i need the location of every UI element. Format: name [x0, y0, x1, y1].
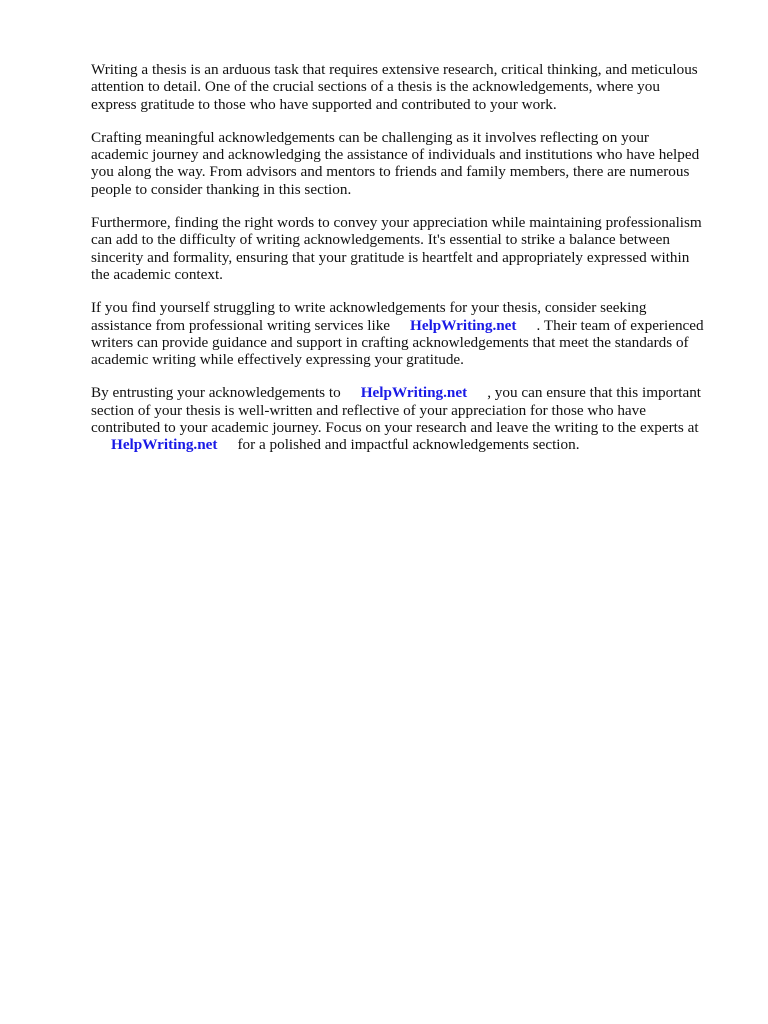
text-line	[91, 436, 731, 453]
text-line: academic writing while effectively expressing your gratitude.	[91, 351, 464, 369]
text-line: can add to the difficulty of writing acknowledgements. It's essential to strike a balance between	[91, 231, 670, 249]
text-line: attention to detail. One of the crucial sections of a thesis is the acknowledgements, where you	[91, 78, 660, 96]
paragraph-entrusting	[91, 384, 731, 453]
text-line: you along the way. From advisors and mentors to friends and family members, there are numerous	[91, 163, 690, 181]
paragraph-furthermore	[91, 214, 731, 283]
text-line: academic journey and acknowledging the assistance of individuals and institutions who have helped	[91, 146, 700, 164]
text-line	[91, 317, 731, 334]
text-line: the academic context.	[91, 265, 223, 283]
paragraph-intro	[91, 61, 731, 113]
text-line: express gratitude to those who have supported and contributed to your work.	[91, 95, 557, 113]
text-line	[91, 384, 731, 401]
text-line: Furthermore, finding the right words to convey your appreciation while maintaining professionalism	[91, 214, 702, 232]
text-segment: , you can ensure that this important	[487, 384, 702, 402]
text-line: contributed to your academic journey. Focus on your research and leave the writing to the experts at	[91, 419, 699, 437]
paragraph-crafting	[91, 129, 731, 198]
helpwriting-link[interactable]: HelpWriting.net	[360, 384, 468, 402]
text-segment: for a polished and impactful acknowledgements section.	[237, 436, 580, 454]
helpwriting-link[interactable]: HelpWriting.net	[410, 316, 517, 334]
text-line: Crafting meaningful acknowledgements can be challenging as it involves reflecting on your	[91, 128, 649, 146]
text-line: people to consider thanking in this section.	[91, 180, 352, 198]
paragraph-seeking-help	[91, 299, 731, 368]
text-segment: assistance from professional writing services like	[91, 316, 391, 334]
document-page	[91, 61, 731, 470]
text-line: sincerity and formality, ensuring that your gratitude is heartfelt and appropriately expressed within	[91, 248, 690, 266]
text-line: If you find yourself struggling to write acknowledgements for your thesis, consider seeking	[91, 299, 647, 317]
text-line: Writing a thesis is an arduous task that requires extensive research, critical thinking, and meticulous	[91, 61, 698, 78]
helpwriting-link[interactable]: HelpWriting.net	[111, 436, 218, 454]
text-line: section of your thesis is well-written and reflective of your appreciation for those who have	[91, 401, 647, 419]
text-segment: By entrusting your acknowledgements to	[91, 384, 341, 402]
text-line: writers can provide guidance and support in crafting acknowledgements that meet the standards of	[91, 333, 689, 351]
text-segment: . Their team of experienced	[536, 316, 704, 334]
